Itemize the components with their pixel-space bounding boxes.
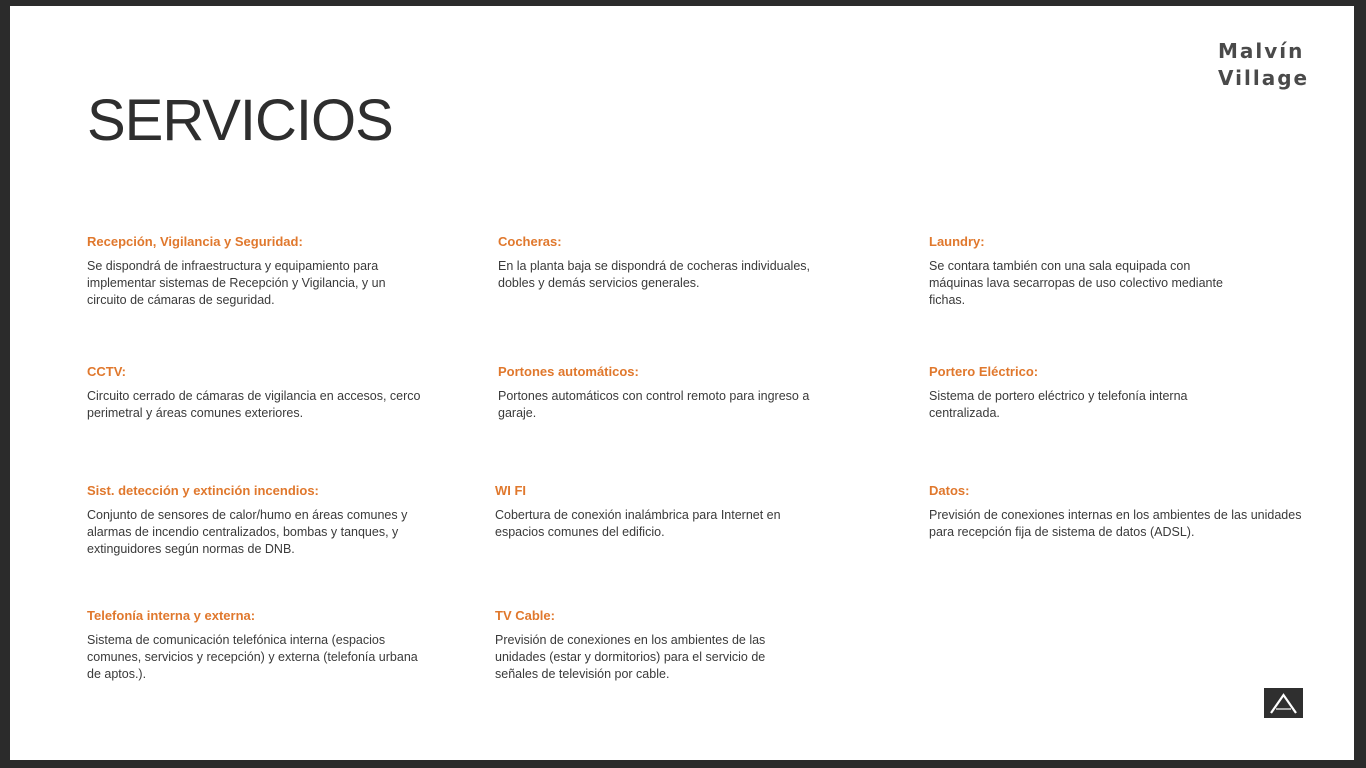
- service-portero: [929, 364, 1229, 422]
- logo-line-2: Village: [1218, 66, 1310, 90]
- service-title: Portones automáticos:: [498, 364, 639, 379]
- service-text: Conjunto de sensores de calor/humo en áreas comunes y alarmas de incendio centralizados, bombas y tanques, y extinguidores según normas de DNB.: [87, 508, 408, 556]
- logo-line-1: Malvín: [1218, 39, 1305, 63]
- logo: [1218, 38, 1314, 92]
- service-tvcable: [495, 608, 805, 683]
- service-text: Circuito cerrado de cámaras de vigilancia en accesos, cerco perimetral y áreas comunes exteriores.: [87, 389, 421, 420]
- service-title: Portero Eléctrico:: [929, 364, 1039, 379]
- service-title: Laundry:: [929, 234, 985, 249]
- service-datos: [929, 483, 1314, 541]
- service-wifi: [495, 483, 825, 541]
- service-text: Sistema de comunicación telefónica interna (espacios comunes, servicios y recepción) y externa (telefonía urbana de aptos.).: [87, 633, 418, 681]
- service-text: Sistema de portero eléctrico y telefonía interna centralizada.: [929, 389, 1188, 420]
- service-text: Portones automáticos con control remoto para ingreso a garaje.: [498, 389, 810, 420]
- service-text: Previsión de conexiones en los ambientes de las unidades (estar y dormitorios) para el servicio de señales de televisión por cable.: [495, 633, 766, 681]
- service-telefonia: [87, 608, 427, 683]
- page-title: SERVICIOS: [87, 88, 393, 153]
- service-title: CCTV:: [87, 364, 126, 379]
- service-text: Se contara también con una sala equipada con máquinas lava secarropas de uso colectivo mediante fichas.: [929, 259, 1223, 307]
- service-text: Se dispondrá de infraestructura y equipamiento para implementar sistemas de Recepción y Vigilancia, y un circuito de cámaras de seguridad.: [87, 259, 386, 307]
- service-text: Cobertura de conexión inalámbrica para Internet en espacios comunes del edificio.: [495, 508, 781, 539]
- slide-page: [10, 6, 1354, 760]
- service-cocheras: [498, 234, 838, 292]
- service-title: Sist. detección y extinción incendios:: [87, 483, 319, 498]
- service-title: Telefonía interna y externa:: [87, 608, 256, 623]
- service-incendios: [87, 483, 452, 558]
- service-recepcion: [87, 234, 427, 309]
- service-title: Datos:: [929, 483, 970, 498]
- chevron-up-icon: [1264, 688, 1303, 718]
- service-laundry: [929, 234, 1229, 309]
- service-title: WI FI: [495, 483, 527, 498]
- service-title: TV Cable:: [495, 608, 555, 623]
- service-portones: [498, 364, 818, 422]
- service-cctv: [87, 364, 432, 422]
- service-title: Cocheras:: [498, 234, 562, 249]
- service-text: Previsión de conexiones internas en los ambientes de las unidades para recepción fija de sistema de datos (ADSL).: [929, 508, 1302, 539]
- service-title: Recepción, Vigilancia y Seguridad:: [87, 234, 303, 249]
- service-text: En la planta baja se dispondrá de cocheras individuales, dobles y demás servicios generales.: [498, 259, 811, 290]
